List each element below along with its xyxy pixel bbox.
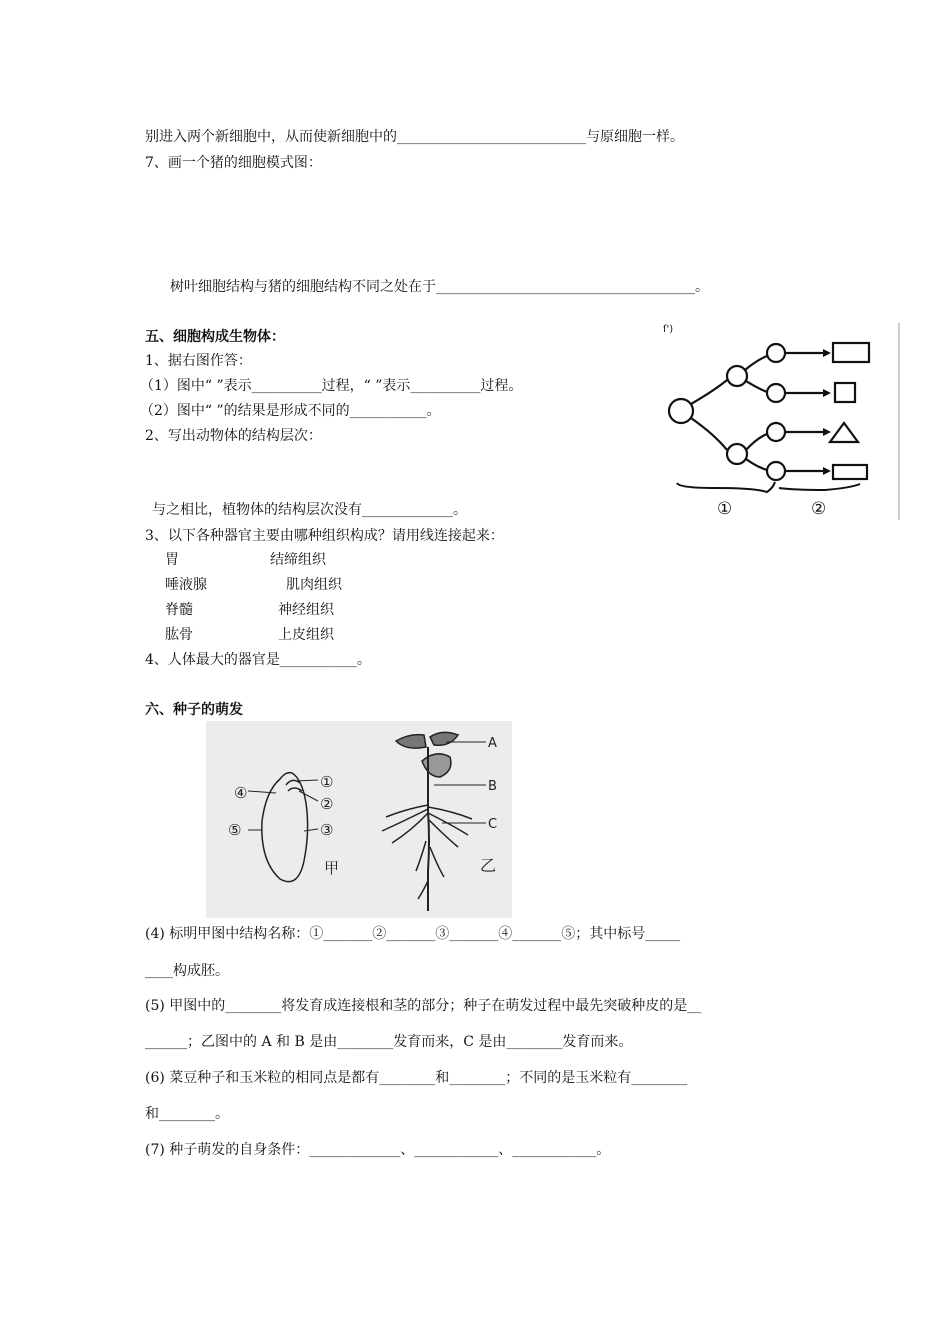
tissue-muscle: 肌肉组织 [286,577,342,593]
section-6-title: 六、种子的萌发 [145,702,243,718]
organ-salivary-gland: 唾液腺 [165,577,207,593]
question-7-draw-pig-cell: 7、画一个猪的细胞模式图： [145,155,322,171]
diagram-label-1: ① [717,499,733,519]
text-line-cell-division: 别进入两个新细胞中，从而使新细胞中的___________________________与原细胞一样。 [145,129,684,145]
question-6-5a: (5) 甲图中的________将发育成连接根和茎的部分；种子在萌发过程中最先突破种皮的是__ [145,998,702,1014]
question-6-4b: ____构成胚。 [145,963,229,979]
yi-label-A: A [488,736,497,751]
question-5-1: 1、据右图作答： [145,353,252,369]
svg-text:ſ'): ſ') [663,324,674,335]
question-6-4a: (4) 标明甲图中结构名称：①_______②_______③_______④_______⑤；其中标号_____ [145,926,681,942]
question-5-2-compare: 与之相比，植物体的结构层次没有_____________。 [152,502,467,518]
question-5-2: 2、写出动物体的结构层次： [145,428,322,444]
yi-label-B: B [488,779,497,794]
question-6-6b: 和________。 [145,1106,229,1122]
jia-label-2: ② [320,795,334,813]
jia-label-1: ① [320,773,334,791]
jia-label-name: 甲 [324,859,340,877]
question-5-1-1: （1）图中“ ”表示__________过程，“ ”表示__________过程。 [140,378,523,394]
organ-humerus: 肱骨 [165,627,193,643]
question-6-5b: ______；乙图中的 A 和 B 是由________发育而来，C 是由________发育而来。 [145,1034,633,1050]
organ-spinal-cord: 脊髓 [165,602,193,618]
organ-stomach: 胃 [165,552,179,568]
tissue-connective: 结缔组织 [270,552,326,568]
diagram-label-2: ② [811,499,827,519]
jia-label-4: ④ [234,784,248,802]
question-5-1-2: （2）图中“ ”的结果是形成不同的___________。 [140,403,441,419]
question-5-4: 4、人体最大的器官是___________。 [145,652,371,668]
question-5-3: 3、以下各种器官主要由哪种组织构成？请用线连接起来： [145,528,504,544]
question-6-7: (7) 种子萌发的自身条件：_____________、____________、____________。 [145,1142,611,1158]
seed-germination-figure [206,721,512,918]
question-6-6a: (6) 菜豆种子和玉米粒的相同点是都有________和________；不同的是玉米粒有________ [145,1070,688,1086]
cell-differentiation-diagram [655,320,903,522]
yi-label-name: 乙 [480,856,497,875]
section-5-title: 五、细胞构成生物体： [145,329,285,345]
tissue-nerve: 神经组织 [278,602,334,618]
leaf-vs-pig-cell-question: 树叶细胞结构与猪的细胞结构不同之处在于_____________________________________。 [170,279,709,295]
tissue-epithelial: 上皮组织 [278,627,334,643]
yi-label-C: C [488,817,498,832]
jia-label-5: ⑤ [228,821,242,839]
jia-label-3: ③ [320,821,334,839]
